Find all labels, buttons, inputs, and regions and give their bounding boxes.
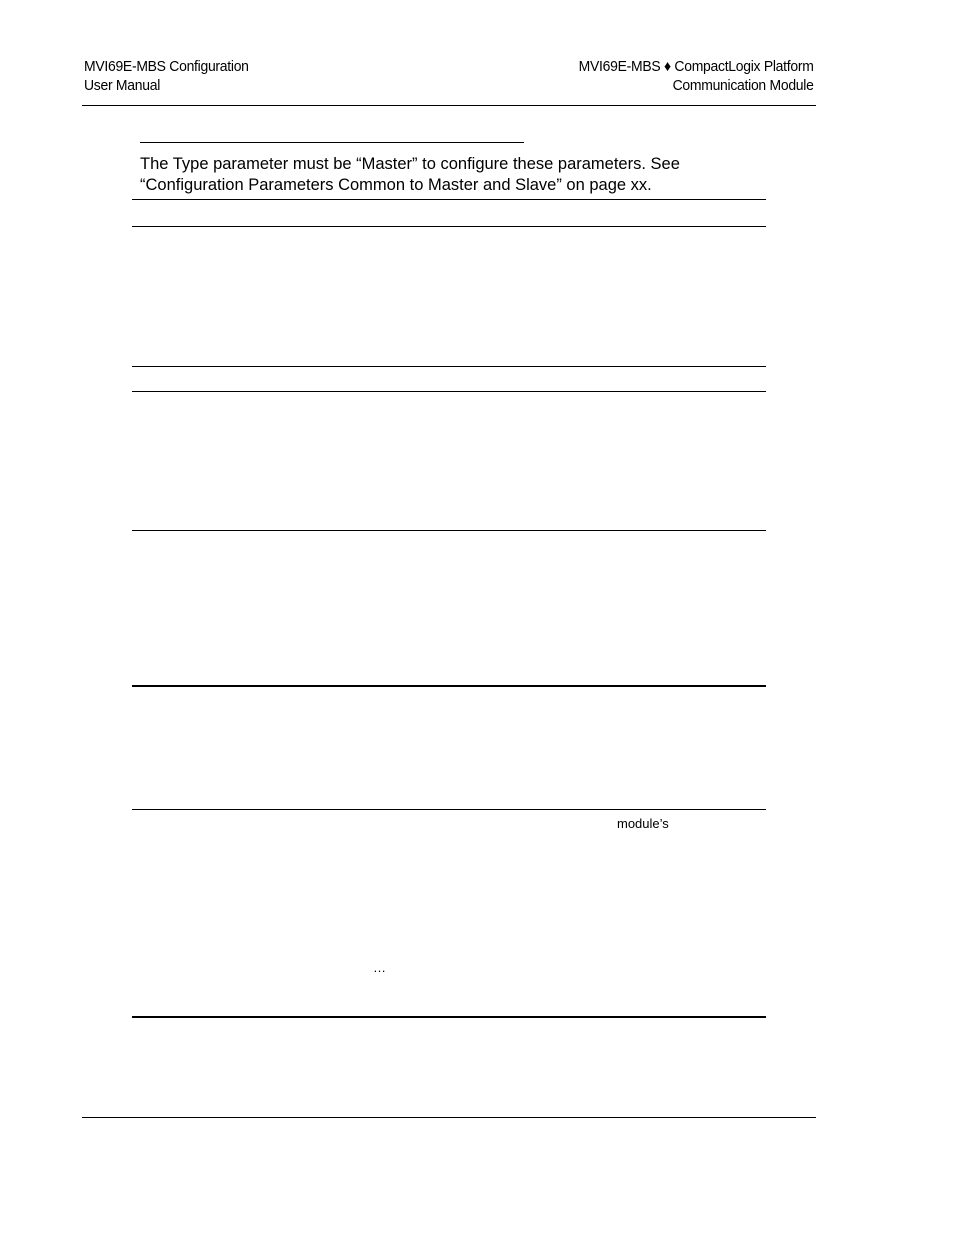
note-text: The Type parameter must be “Master” to configure these parameters. See “Configuration Parameters Common to Master and Slave” on page xx. xyxy=(140,155,680,194)
header-rule xyxy=(82,105,816,106)
header-document-title: MVI69E-MBS Configuration xyxy=(84,58,249,75)
note-bottom-rule xyxy=(132,199,766,200)
table-row-divider xyxy=(132,530,766,531)
header-product-title: MVI69E-MBS ♦ CompactLogix Platform xyxy=(579,58,814,75)
table-row-divider xyxy=(132,809,766,810)
cell-text-ellipsis: … xyxy=(373,960,386,975)
cell-text-fragment: module’s xyxy=(617,816,669,831)
table-row-divider xyxy=(132,226,766,227)
table-bottom-rule xyxy=(132,1016,766,1018)
note-top-rule xyxy=(140,142,524,143)
header-document-subtitle: User Manual xyxy=(84,77,161,94)
header-product-subtitle: Communication Module xyxy=(673,77,814,94)
table-row-divider xyxy=(132,685,766,687)
table-row-divider xyxy=(132,391,766,392)
footer-rule xyxy=(82,1117,816,1118)
table-row-divider xyxy=(132,366,766,367)
